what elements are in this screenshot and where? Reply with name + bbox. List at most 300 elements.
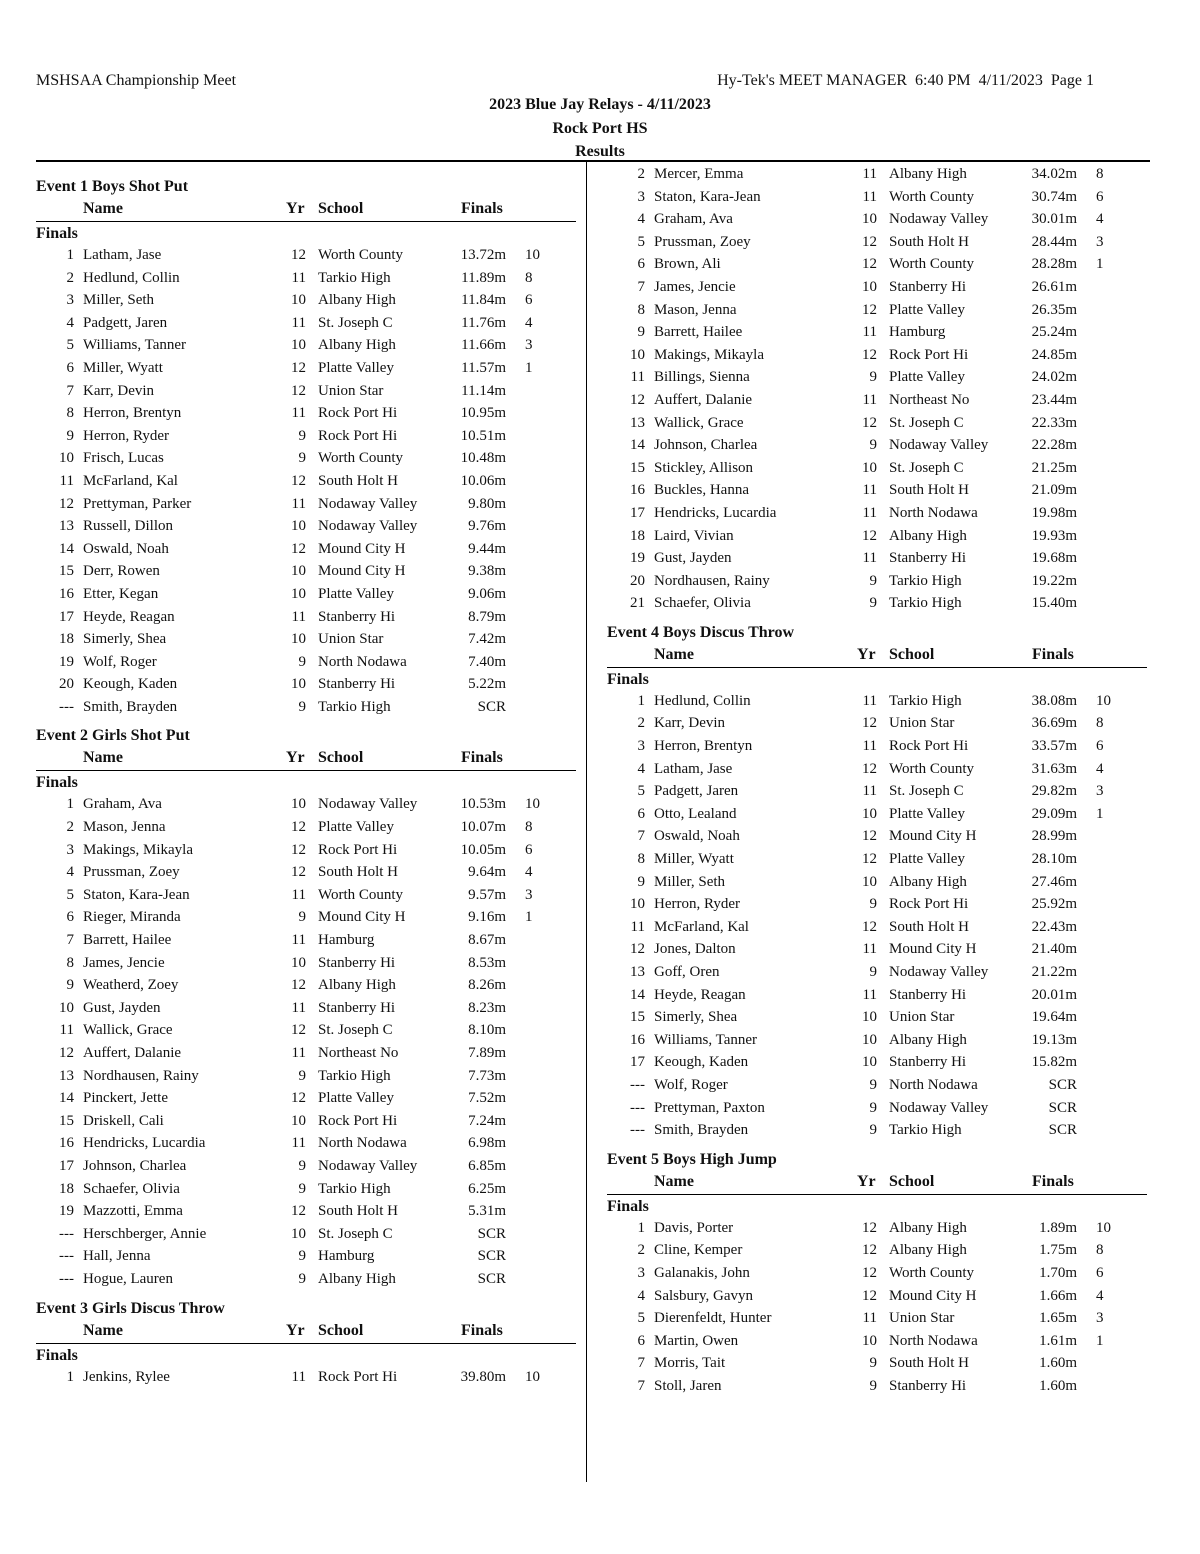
result-row [607,231,1147,254]
finals-mark: 6.98m [468,1135,506,1152]
place: 18 [630,527,645,544]
athlete-name: Mason, Jenna [83,819,166,836]
athlete-name: James, Jencie [83,954,165,971]
place: 11 [59,472,74,489]
school: North Nodawa [889,1076,978,1093]
finals-mark: 25.24m [1031,324,1077,341]
school: Stanberry Hi [889,1377,967,1394]
name-column-header: Name [654,645,694,663]
place: --- [59,1248,74,1265]
place: 7 [637,278,645,295]
result-row [607,1051,1147,1074]
athlete-name: Laird, Vivian [654,527,734,544]
finals-mark: 26.35m [1031,301,1077,318]
school: Tarkio High [318,1067,391,1084]
points: 6 [525,841,533,858]
finals-mark: 28.44m [1031,233,1077,250]
finals-mark: 11.76m [461,314,506,331]
finals-mark: 6.25m [468,1180,506,1197]
athlete-name: Williams, Tanner [83,337,187,354]
yr-column-header: Yr [857,1172,876,1190]
place: 3 [637,188,645,205]
place: 9 [66,427,74,444]
athlete-name: Auffert, Dalanie [83,1045,182,1061]
result-row [607,344,1147,367]
result-row [607,803,1147,826]
school: Stanberry Hi [318,999,396,1016]
school: Union Star [318,382,384,399]
finals-column-header: Finals [461,749,503,767]
place: 12 [59,1045,74,1061]
result-row [607,186,1147,209]
athlete-name: Herron, Brentyn [654,738,753,755]
place: 9 [637,324,645,341]
athlete-name: Herron, Brentyn [83,405,182,422]
finals-mark: 1.89m [1039,1219,1077,1236]
grade-year: 9 [298,1067,306,1084]
result-row [607,916,1147,939]
place: 11 [59,1022,74,1039]
finals-mark: 11.66m [461,337,506,354]
result-row [36,425,576,448]
grade-year: 11 [862,783,877,800]
result-row [607,321,1147,344]
finals-mark: 30.01m [1031,211,1077,228]
grade-year: 11 [862,504,877,521]
athlete-name: Russell, Dillon [83,518,174,535]
grade-year: 12 [862,828,877,845]
athlete-name: Nordhausen, Rainy [83,1067,199,1084]
school: North Nodawa [318,653,407,670]
grade-year: 10 [291,954,306,971]
column-divider [586,162,587,1482]
finals-mark: 22.33m [1031,414,1077,431]
athlete-name: Mercer, Emma [654,166,744,182]
place: 16 [630,482,645,499]
athlete-name: Goff, Oren [654,964,720,980]
place: 4 [66,864,74,881]
grade-year: 11 [291,932,306,949]
event-title: Event 5 Boys High Jump [607,1150,777,1168]
place: 13 [59,518,74,535]
result-row [36,884,576,907]
athlete-name: James, Jencie [654,278,736,295]
school: Albany High [889,1031,967,1048]
points: 6 [1096,188,1104,205]
grade-year: 11 [291,886,306,903]
school: Tarkio High [889,572,962,589]
finals-mark: 1.70m [1039,1264,1077,1281]
school: Hamburg [318,1248,375,1265]
grade-year: 11 [862,166,877,182]
place: 8 [637,301,645,318]
finals-mark: 24.02m [1031,369,1077,386]
school: Albany High [318,1270,396,1287]
finals-mark: 1.60m [1039,1355,1077,1372]
finals-mark: 15.40m [1031,595,1077,612]
athlete-name: Otto, Lealand [654,805,737,822]
school: Worth County [318,886,404,903]
place: 12 [630,391,645,408]
school: Worth County [318,247,404,263]
school: Rock Port Hi [889,896,969,913]
athlete-name: Prettyman, Parker [83,495,192,512]
finals-mark: 33.57m [1031,738,1077,755]
grade-year: 11 [291,608,306,625]
meet-name: MSHSAA Championship Meet [36,72,237,89]
finals-mark: 38.08m [1031,692,1077,709]
athlete-name: Salsbury, Gavyn [654,1287,754,1304]
place: 7 [66,932,74,949]
result-row [607,547,1147,570]
grade-year: 10 [291,676,306,693]
points: 8 [1096,715,1104,732]
grade-year: 9 [298,1270,306,1287]
athlete-name: Wolf, Roger [654,1076,728,1093]
result-row [607,1352,1147,1375]
school: Platte Valley [889,851,965,868]
grade-year: 12 [862,414,877,431]
athlete-name: Prussman, Zoey [83,864,180,881]
athlete-name: Prettyman, Paxton [654,1099,765,1116]
result-row [36,1155,576,1178]
result-row [36,402,576,425]
grade-year: 9 [869,1076,877,1093]
place: 1 [637,1219,645,1236]
finals-mark: 21.40m [1031,941,1077,958]
result-row [607,525,1147,548]
points: 8 [1096,166,1104,182]
event-title: Event 3 Girls Discus Throw [36,1299,225,1317]
result-row [36,906,576,929]
athlete-name: Williams, Tanner [654,1031,758,1048]
result-row [36,538,576,561]
athlete-name: Hedlund, Collin [83,269,180,286]
school: Stanberry Hi [889,986,967,1003]
place: 5 [637,783,645,800]
place: 14 [59,1090,74,1107]
place: 1 [637,692,645,709]
result-row [607,1097,1147,1120]
school: Albany High [889,527,967,544]
grade-year: 12 [862,527,877,544]
finals-mark: 8.23m [468,999,506,1016]
grade-year: 11 [862,188,877,205]
grade-year: 11 [291,314,306,331]
points: 4 [1096,760,1104,777]
place: 18 [59,631,74,648]
school: Nodaway Valley [318,495,418,512]
grade-year: 10 [291,1112,306,1129]
place: 15 [59,1112,74,1129]
place: --- [59,1225,74,1242]
finals-section-label: Finals [36,225,78,242]
grade-year: 9 [298,1248,306,1265]
grade-year: 9 [869,1355,877,1372]
grade-year: 11 [862,986,877,1003]
athlete-name: Gust, Jayden [654,550,732,567]
result-row [607,1285,1147,1308]
school: Albany High [318,977,396,994]
place: 7 [637,1355,645,1372]
school: Rock Port Hi [318,841,398,858]
school: South Holt H [318,864,399,881]
finals-mark: 22.28m [1031,437,1077,454]
school: Nodaway Valley [889,437,989,454]
place: 2 [637,1242,645,1259]
place: 2 [66,819,74,836]
grade-year: 11 [291,405,306,422]
result-row [36,1366,576,1389]
grade-year: 11 [291,1368,306,1385]
place: 8 [66,954,74,971]
grade-year: 12 [291,472,306,489]
place: 16 [59,585,74,602]
finals-mark: 19.13m [1031,1031,1077,1048]
place: 11 [630,918,645,935]
school: South Holt H [889,233,970,250]
grade-year: 12 [291,841,306,858]
place: 8 [637,851,645,868]
result-row [607,1375,1147,1398]
place: 4 [66,314,74,331]
grade-year: 9 [869,964,877,980]
points: 1 [1096,1332,1104,1349]
school: Albany High [318,292,396,309]
result-row [36,560,576,583]
place: 6 [637,805,645,822]
page-title: 2023 Blue Jay Relays - 4/11/2023 [489,96,711,113]
result-row [36,816,576,839]
finals-mark: 5.22m [468,676,506,693]
grade-year: 10 [862,1009,877,1026]
left-column [36,175,576,1388]
school: St. Joseph C [889,459,964,476]
result-row [607,1239,1147,1262]
place: 3 [66,841,74,858]
result-row [36,628,576,651]
points: 8 [1096,1242,1104,1259]
place: --- [59,698,74,715]
athlete-name: Padgett, Jaren [654,783,739,800]
finals-mark: 19.22m [1031,572,1077,589]
finals-column-header: Finals [1032,1172,1074,1190]
grade-year: 11 [291,1135,306,1152]
athlete-name: Karr, Devin [654,715,726,732]
finals-mark: 28.28m [1031,256,1077,273]
result-row [607,893,1147,916]
athlete-name: Mazzotti, Emma [83,1203,183,1220]
grade-year: 10 [291,1225,306,1242]
finals-mark: 29.09m [1031,805,1077,822]
name-column-header: Name [654,1172,694,1190]
right-column [607,163,1147,1398]
school: St. Joseph C [318,1022,393,1039]
athlete-name: Pinckert, Jette [83,1090,168,1107]
grade-year: 10 [862,278,877,295]
finals-mark: 8.26m [468,977,506,994]
school: Albany High [889,1242,967,1259]
place: 14 [630,437,645,454]
result-row [607,1330,1147,1353]
grade-year: 11 [862,1310,877,1327]
grade-year: 9 [869,437,877,454]
grade-year: 12 [862,256,877,273]
place: 13 [59,1067,74,1084]
result-row [607,412,1147,435]
place: 5 [637,233,645,250]
grade-year: 12 [291,1022,306,1039]
place: 4 [637,211,645,228]
finals-mark: 21.25m [1031,459,1077,476]
result-row [607,938,1147,961]
result-row [607,848,1147,871]
finals-mark: 9.44m [468,540,506,557]
place: --- [630,1076,645,1093]
points: 3 [1096,1310,1104,1327]
place: 17 [630,1054,645,1071]
finals-mark: 11.57m [461,359,506,376]
place: 19 [630,550,645,567]
school: Union Star [889,715,955,732]
athlete-name: Keough, Kaden [654,1054,749,1071]
result-row [36,651,576,674]
finals-mark: 23.44m [1031,391,1077,408]
finals-section-label: Finals [36,1346,78,1364]
place: 7 [637,828,645,845]
finals-column-header: Finals [1032,645,1074,663]
school: Nodaway Valley [318,1157,418,1174]
result-row [607,712,1147,735]
school: Worth County [889,1264,975,1281]
athlete-name: Miller, Seth [83,292,155,309]
finals-mark: 5.31m [468,1203,506,1220]
place: 2 [637,166,645,182]
result-row [607,1029,1147,1052]
school: Mound City H [318,909,406,926]
result-row [607,389,1147,412]
place: 10 [59,999,74,1016]
school: Nodaway Valley [318,518,418,535]
result-row [36,357,576,380]
school: Stanberry Hi [889,278,967,295]
result-row [36,267,576,290]
school: Tarkio High [318,1180,391,1197]
result-row [607,592,1147,615]
school: Albany High [889,166,967,182]
result-row [36,606,576,629]
result-row [607,825,1147,848]
points: 8 [525,819,533,836]
athlete-name: McFarland, Kal [83,472,178,489]
finals-mark: 11.84m [461,292,506,309]
result-row [36,1019,576,1042]
finals-mark: SCR [477,698,506,715]
athlete-name: Wallick, Grace [654,414,744,431]
school: South Holt H [889,918,970,935]
athlete-name: Morris, Tait [654,1355,726,1372]
finals-mark: 1.75m [1039,1242,1077,1259]
points: 10 [1096,692,1111,709]
finals-mark: 28.99m [1031,828,1077,845]
grade-year: 10 [862,459,877,476]
school: Platte Valley [318,359,394,376]
school: Rock Port Hi [318,1368,398,1385]
grade-year: 9 [869,595,877,612]
athlete-name: Auffert, Dalanie [654,391,753,408]
place: 3 [637,738,645,755]
finals-mark: 1.66m [1039,1287,1077,1304]
finals-mark: 9.16m [468,909,506,926]
finals-section-label: Finals [607,670,649,688]
result-row [36,929,576,952]
grade-year: 10 [291,585,306,602]
place: 10 [59,450,74,467]
school: North Nodawa [318,1135,407,1152]
finals-mark: SCR [477,1248,506,1265]
event-title: Event 1 Boys Shot Put [36,178,189,195]
points: 1 [1096,256,1104,273]
school-column-header: School [889,1172,935,1190]
grade-year: 9 [869,1377,877,1394]
place: 3 [637,1264,645,1281]
place: 7 [637,1377,645,1394]
school: St. Joseph C [318,314,393,331]
grade-year: 10 [862,1332,877,1349]
grade-year: 12 [291,864,306,881]
result-row [36,1132,576,1155]
grade-year: 12 [291,1090,306,1107]
finals-mark: 6.85m [468,1157,506,1174]
points: 6 [1096,1264,1104,1281]
grade-year: 11 [862,738,877,755]
athlete-name: Keough, Kaden [83,676,178,693]
result-row [607,758,1147,781]
finals-mark: 10.53m [460,796,506,813]
finals-mark: 9.80m [468,495,506,512]
athlete-name: Hall, Jenna [83,1248,151,1265]
place: 9 [66,977,74,994]
school: South Holt H [889,482,970,499]
school: Tarkio High [889,595,962,612]
school: Platte Valley [889,369,965,386]
finals-mark: 20.01m [1031,986,1077,1003]
grade-year: 12 [291,540,306,557]
finals-mark: 28.10m [1031,851,1077,868]
finals-mark: 8.53m [468,954,506,971]
points: 6 [1096,738,1104,755]
athlete-name: Graham, Ava [83,796,162,813]
finals-mark: 7.24m [468,1112,506,1129]
finals-mark: 24.85m [1031,346,1077,363]
place: 3 [66,292,74,309]
place: 1 [66,1368,74,1385]
school: Stanberry Hi [318,676,396,693]
column-header [36,748,576,771]
result-row [36,1223,576,1246]
athlete-name: Oswald, Noah [654,828,740,845]
result-row [36,1245,576,1268]
athlete-name: Miller, Wyatt [83,359,163,376]
place: 17 [59,1157,74,1174]
athlete-name: Derr, Rowen [83,563,160,580]
grade-year: 9 [298,1180,306,1197]
result-row [36,334,576,357]
school: St. Joseph C [889,414,964,431]
grade-year: 11 [291,269,306,286]
athlete-name: Latham, Jase [654,760,733,777]
grade-year: 10 [291,796,306,813]
